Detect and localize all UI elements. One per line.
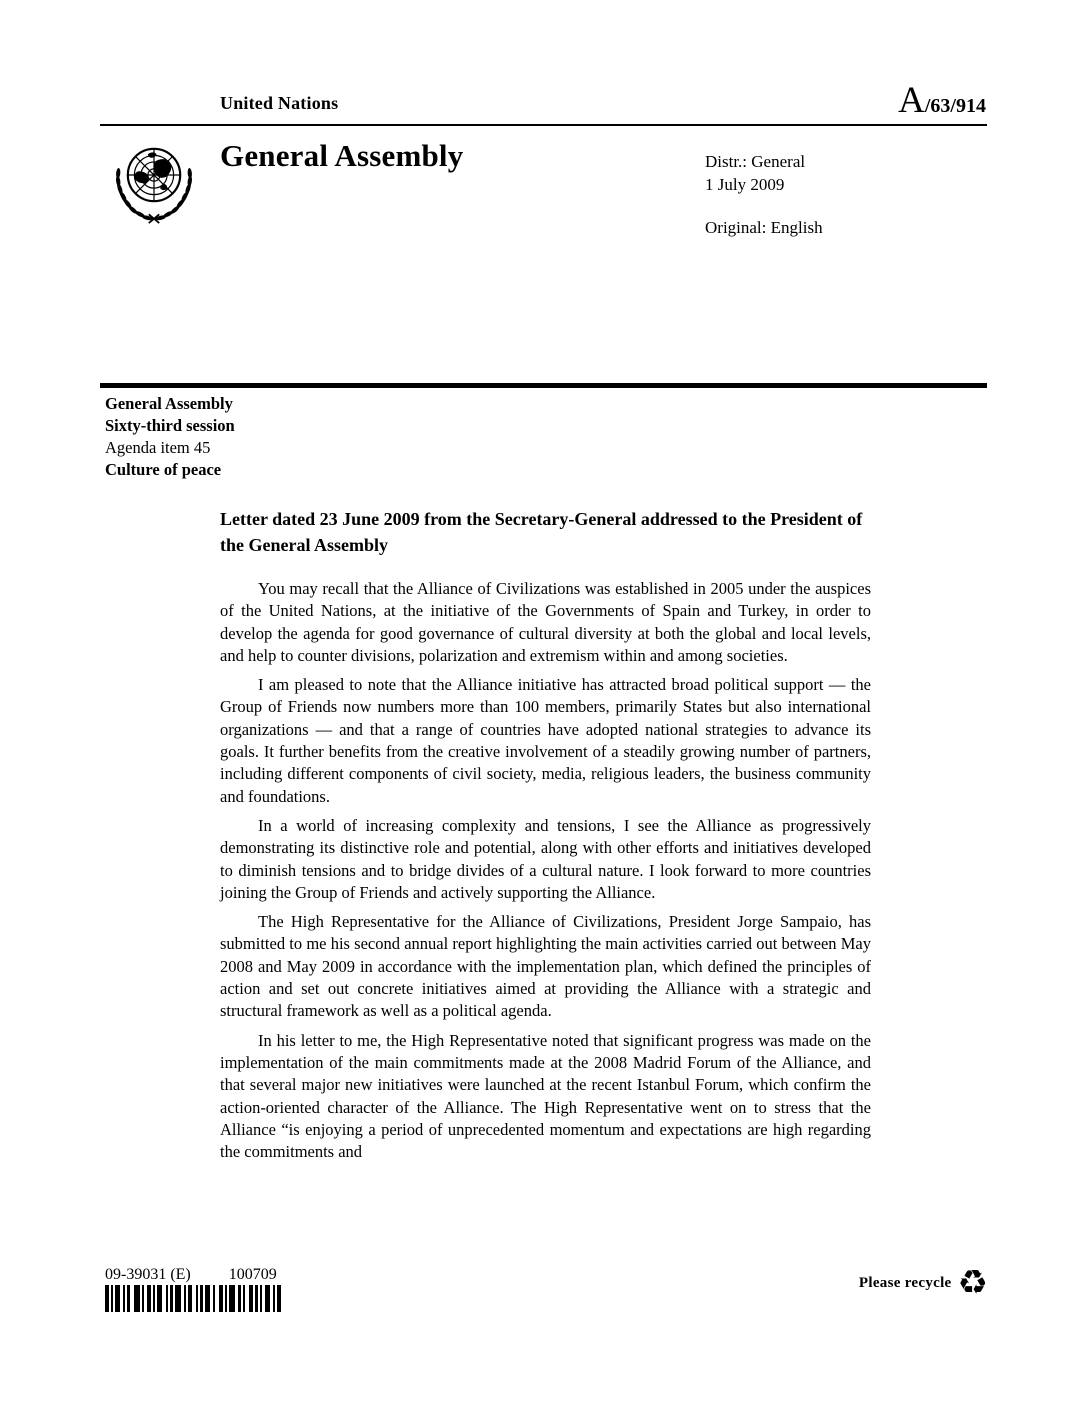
distribution-block [705,150,823,239]
job-number: 09-39031 (E) [105,1266,191,1283]
document-symbol [898,82,986,119]
letter-title: Letter dated 23 June 2009 from the Secretary-General addressed to the President of the General Assembly [220,509,863,555]
letter-paragraph: You may recall that the Alliance of Civilizations was established in 2005 under the auspices of the United Nations, at the initiative of the Governments of Spain and Turkey, in order to develop the agenda for good governance of cultural diversity at both the global and local levels, and help to counter divisions, polarization and extremism within and among societies. [220,579,871,665]
organ-title: General Assembly [220,138,464,173]
recycle-icon: ♻ [957,1263,988,1303]
original-language-line: Original: English [705,218,823,237]
distr-line: Distr.: General [705,152,806,171]
barcode [105,1285,285,1312]
session-organ: General Assembly [105,394,233,413]
recycle-notice [858,1263,988,1303]
header-rule [100,124,987,126]
agenda-item: Agenda item 45 [105,438,211,457]
letter-paragraph: The High Representative for the Alliance of Civilizations, President Jorge Sampaio, has submitted to me his second annual report highlighting the main activities carried out between May 2008 and May 2009 in accordance with the implementation plan, which defined the principles of action and set out concrete initiatives aimed at providing the Alliance with a strategic and structural framework as well as a political agenda. [220,912,871,1021]
org-name: United Nations [220,93,339,113]
agenda-title: Culture of peace [105,460,222,479]
un-emblem-icon [106,136,202,228]
document-symbol-prefix: A [898,80,925,121]
session-number: Sixty-third session [105,416,235,435]
letter-body [220,506,871,1170]
letter-paragraph: In his letter to me, the High Representative noted that significant progress was made on the implementation of the main commitments made at the 2008 Madrid Forum of the Alliance, and that several major new initiatives were launched at the recent Istanbul Forum, which confirm the action-oriented character of the Alliance. The High Representative went on to stress that the Alliance “is enjoying a period of unprecedented momentum and expectations are high regarding the commitments and [220,1030,871,1162]
letter-paragraph: I am pleased to note that the Alliance initiative has attracted broad political support — the Group of Friends now numbers more than 100 members, primarily States but also international organizations — and that a range of countries have adopted national strategies to advance its goals. It further benefits from the creative involvement of a steadily growing number of partners, including different components of civil society, media, religious leaders, the business community and foundations. [220,675,871,806]
print-code: 100709 [228,1266,277,1283]
letter-paragraph: In a world of increasing complexity and tensions, I see the Alliance as progressively demonstrating its distinctive role and potential, along with other efforts and initiatives developed to diminish tensions and to bridge divides of a cultural nature. I look forward to more countries joining the Group of Friends and actively supporting the Alliance. [220,815,871,902]
session-block [105,393,235,481]
document-symbol-suffix: /63/914 [924,95,986,117]
recycle-label: Please recycle [858,1274,952,1291]
section-rule [100,383,987,388]
document-id [105,1266,277,1284]
date-line: 1 July 2009 [705,175,785,194]
